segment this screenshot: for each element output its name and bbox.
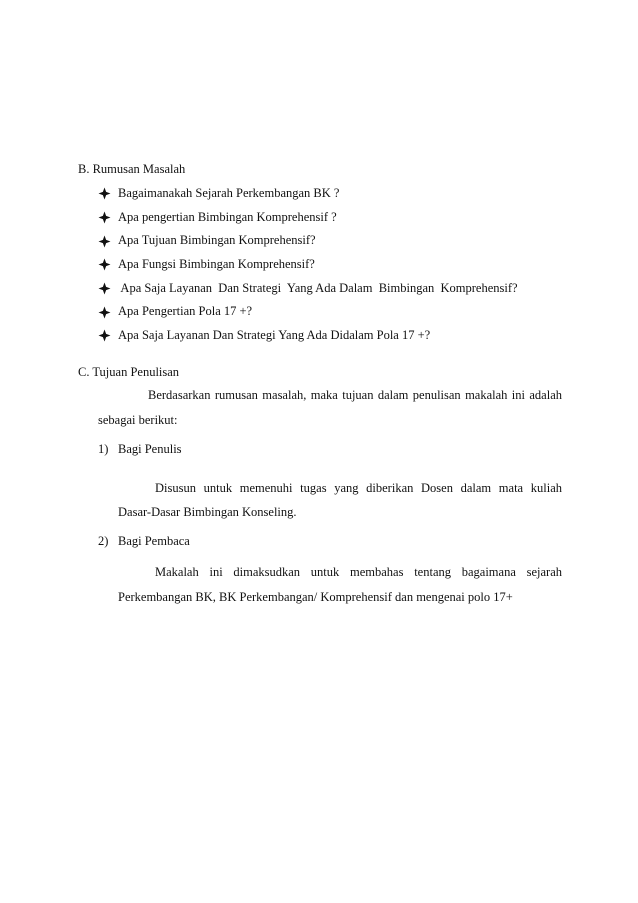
diamond-bullet-icon [98,306,111,319]
list-item-text: Apa Saja Layanan Dan Strategi Yang Ada Didalam Pola 17 +? [118,328,431,343]
diamond-bullet-icon [98,329,111,342]
item-number: 2) [98,534,109,548]
list-item-text: Bagaimanakah Sejarah Perkembangan BK ? [118,186,340,200]
diamond-bullet-icon [98,258,111,271]
list-item [98,253,518,277]
list-item-text: Apa pengertian Bimbingan Komprehensif ? [118,209,337,224]
problem-list [98,182,518,348]
numbered-item-writer [98,442,182,457]
diamond-bullet-icon [98,187,111,200]
list-item [98,229,518,253]
item-title: Bagi Penulis [118,442,182,456]
intro-paragraph-line: Berdasarkan rumusan masalah, maka tujuan dalam penulisan makalah ini adalah [148,388,562,402]
item-paragraph-line: Dasar-Dasar Bimbingan Konseling. [118,505,297,519]
item-paragraph-line: Makalah ini dimaksudkan untuk membahas tentang bagaimana sejarah [155,565,562,579]
list-item-text: Apa Tujuan Bimbingan Komprehensif? [118,233,316,248]
diamond-bullet-icon [98,211,111,224]
section-b-heading: B. Rumusan Masalah [78,162,186,176]
item-paragraph-line: Disusun untuk memenuhi tugas yang diberikan Dosen dalam mata kuliah [155,481,562,495]
item-title: Bagi Pembaca [118,534,190,548]
numbered-item-reader [98,534,190,549]
item-paragraph-line: Perkembangan BK, BK Perkembangan/ Komprehensif dan mengenai polo 17+ [118,590,513,604]
diamond-bullet-icon [98,235,111,248]
list-item-text: Apa Pengertian Pola 17 +? [118,304,253,319]
list-item [98,300,518,324]
list-item-text: Apa Saja Layanan Dan Strategi Yang Ada Dalam Bimbingan Komprehensif? [118,280,518,295]
intro-paragraph-line: sebagai berikut: [98,413,178,427]
list-item [98,182,518,206]
list-item-text: Apa Fungsi Bimbingan Komprehensif? [118,257,315,272]
section-c-heading: C. Tujuan Penulisan [78,365,180,379]
diamond-bullet-icon [98,282,111,295]
item-number: 1) [98,442,109,456]
list-item [98,277,518,301]
list-item [98,206,518,230]
list-item [98,324,518,348]
